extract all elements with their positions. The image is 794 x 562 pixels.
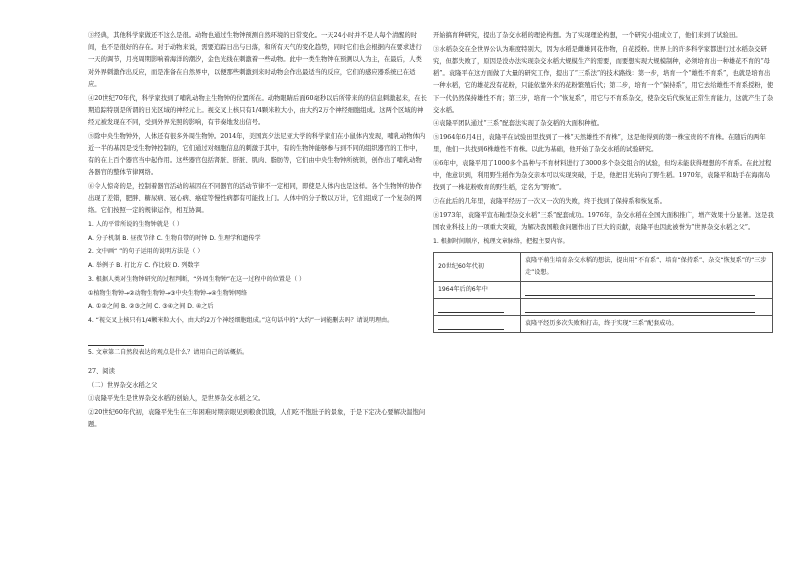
passage-paragraph-5: ⑤除中央生物钟外，人体还有很多外周生物钟。2014年，美国宾夕法尼亚大学的科学家们在小鼠体内发现，哺乳动物体内近一半的基因是受生物钟控制的，它们通过对细胞信息的刺激于其中，有的生物钟能够参与到不同的组织器官的工作中，有的在上百个器官当中起作用。这些器官包括肾脏、肝脏、肌肉、脂肪等，它们由中央生物钟所统领，创作出了哺乳动物各器官的整体节律网络。 (88, 132, 426, 177)
question-1: 1. 人的平常所说的生物钟就是（ ） (88, 221, 184, 229)
passage2-paragraph-8: ⑧1973年，袁隆平宣布籼型杂交水稻“三系”配套成功。1976年，杂交水稻在全国大面积推广，增产效果十分显著。这是我国农业科技上的一项重大突破，为解决我国粮食问题作出了巨大的贡献，袁隆平也因此被誉为“世界杂交水稻之父”。 (433, 211, 774, 232)
passage-paragraph-3: ③经典，其他科学家做还不这么是很。动物也通过生物钟预测自然环境的日常变化。一天24小时并不是人每个清醒的时间，也不是很好的存在。对于动物来说，需要追踪日出与日落，和所有天气的变化趋势，同时它们也会根据内在要求进行一天的调节，月亮周期影响着海洋的潮汐，金色光线在刺激着一些动物。此中一类生物钟在预测以人为主，在最后，人类对外界刺激作出反应，而是准备在自然界中，以便那些刺激到来时动物会作出最适当的反应，它们的感应器系统已在适应。 (88, 32, 422, 88)
section-number: 27、阅读 (88, 368, 115, 376)
time-blank-cell[interactable] (434, 315, 521, 332)
question-1-options: A. 分子机制 B. 昼夜节律 C. 生物自带的时钟 D. 生理学和遗传学 (88, 234, 261, 242)
table-row (434, 281, 773, 298)
question-3-options: A. ①②之间 B. ②③之间 C. ③④之间 D. ④之后 (88, 303, 214, 311)
passage2-paragraph-7: ⑦在此后的几年里，袁隆平经历了一次又一次的失败，终于找到了保持系和恢复系。 (433, 198, 666, 206)
passage2-paragraph-2-cont: 开始搞育种研究，提出了杂交水稻的理论构想。为了实现理论构想，一个研究小组成立了，他们来到了试验田。 (433, 32, 742, 39)
answer-line[interactable] (88, 334, 428, 346)
question-2-options: A. 举例子 B. 打比方 C. 作比较 D. 列数字 (88, 262, 200, 270)
time-cell: 20世纪60年代初 (434, 252, 521, 281)
content-blank-cell[interactable] (521, 298, 773, 315)
left-column (88, 30, 428, 433)
question-2: 2. 文中画“ ”的句子运用的说明方法是（ ） (88, 248, 204, 256)
time-blank-cell[interactable] (434, 298, 521, 315)
content-cell: 袁隆平萌生培育杂交水稻的想法，提出用“不育系”、培育“保持系”、杂交“恢复系”的“三步走”设想。 (521, 252, 773, 281)
timeline-table (433, 252, 773, 333)
time-cell: 1964年后的6年中 (434, 281, 521, 298)
passage2-paragraph-2: ②20世纪60年代初，袁隆平先生在三年困难时期亲眼见到粮食饥饿，人们吃不饱肚子的景象，于是下定决心要解决温饱问题。 (88, 409, 426, 429)
content-cell: 袁隆平经历多次失败和打击，终于实现“三系”配套成功。 (521, 315, 773, 332)
right-column (433, 30, 775, 333)
content-blank-cell[interactable] (521, 281, 773, 298)
question-5: 5. 文章第二自然段表达的观点是什么？请用自己的话概括。 (88, 349, 249, 357)
table-row (434, 298, 773, 315)
passage2-paragraph-4: ④袁隆平团队通过“三系”配套法实现了杂交稻的大面积种植。 (433, 120, 604, 128)
passage-paragraph-6: ⑥令人惊奇的是，控制着器官活动的基因在不同器官的活动节律不一定相同，即使是人体内也是这样。各个生物钟的协作出现了差错，肥胖、糖尿病、冠心病、癌症等慢性病都有可能找上门。人体中的分子数以万计，它们组成了一个复杂的网络。它们按照一定的规律运作，相互协调。 (88, 182, 422, 215)
passage2-paragraph-3: ③水稻杂交在全世界公认为难度特别大，因为水稻是雌雄同花作物，自花授粉。世界上的许多科学家都进行过水稻杂交研究，但都失败了，原因是没办法实现杂交水稻大规模生产的需要，而要想实现大规模制种，必须培育出一种雄花不育的“母稻”。袁隆平在这方面做了大量的研究工作，提出了“三系法”的技术路线：第一步，培育一个“雄性不育系”，也就是培育出一种水稻，它的雄花没有花粉，只能依靠外来的花粉繁殖后代；第二步，培育一个“保持系”，用它去给雄性不育系授粉，使下一代仍然保持雄性不育；第三步，培育一个“恢复系”，用它与不育系杂交，使杂交后代恢复正常生育能力，这就产生了杂交水稻。 (433, 45, 774, 114)
passage-paragraph-4: ④20世纪70年代，科学家找到了哺乳动物主生物钟的位置所在。动物眼睛后面60毫秒以后所带来的的信息刺激起来，在长期追踪特别是所谓的日光区域的神经元上。视交叉上核只有1/4颗米粒大小，由大约2万个神经细胞组成。这两个区域的神经元被发现在不同，受到外界光照的影响，有节奏地发出信号。 (88, 94, 427, 126)
question-3: 3. 根据人类对生物钟研究的过程判断，“外周生物钟”在这一过程中的位置是（ ） (88, 275, 306, 283)
passage2-paragraph-6: ⑥6年中，袁隆平用了1000多个品种与不育材料进行了3000多个杂交组合的试验，但均未能获得理想的不育系。在此过程中，他意识到，利用野生稻作为杂交亲本可以实现突破，于是，他把目光转向了野生稻。1970年，袁隆平和助手在海南岛找到了一株花粉败育的野生稻，定名为“野败”。 (433, 160, 772, 192)
task-instruction: 1. 根据时间顺序，梳理文章脉络，把握主要内容。 (433, 237, 569, 245)
passage2-paragraph-5: ⑤1964年6月4日，袁隆平在试验田里找到了一株“天然雄性不育株”，这是他得到的第一株宝贵的不育株。在随后的两年里，他们一共找到6株雄性不育株。以此为基础，他开始了杂交水稻的试验研究。 (433, 134, 766, 154)
question-3-sequence: ①植物生物钟→②动物生物钟→③中央生物钟→④生物钟网络 (88, 289, 248, 297)
passage2-paragraph-1: ①袁隆平先生是世界杂交水稻的创始人，是世界杂交水稻之父。 (88, 395, 265, 403)
passage-title: （二）世界杂交水稻之父 (88, 381, 158, 389)
table-row (434, 315, 773, 332)
question-4: 4. “视交叉上核只有1/4颗米粒大小，由大约2万个神经细胞组成。”这句话中的“大约”一词能删去吗？请说明理由。 (88, 316, 394, 324)
table-row (434, 252, 773, 281)
